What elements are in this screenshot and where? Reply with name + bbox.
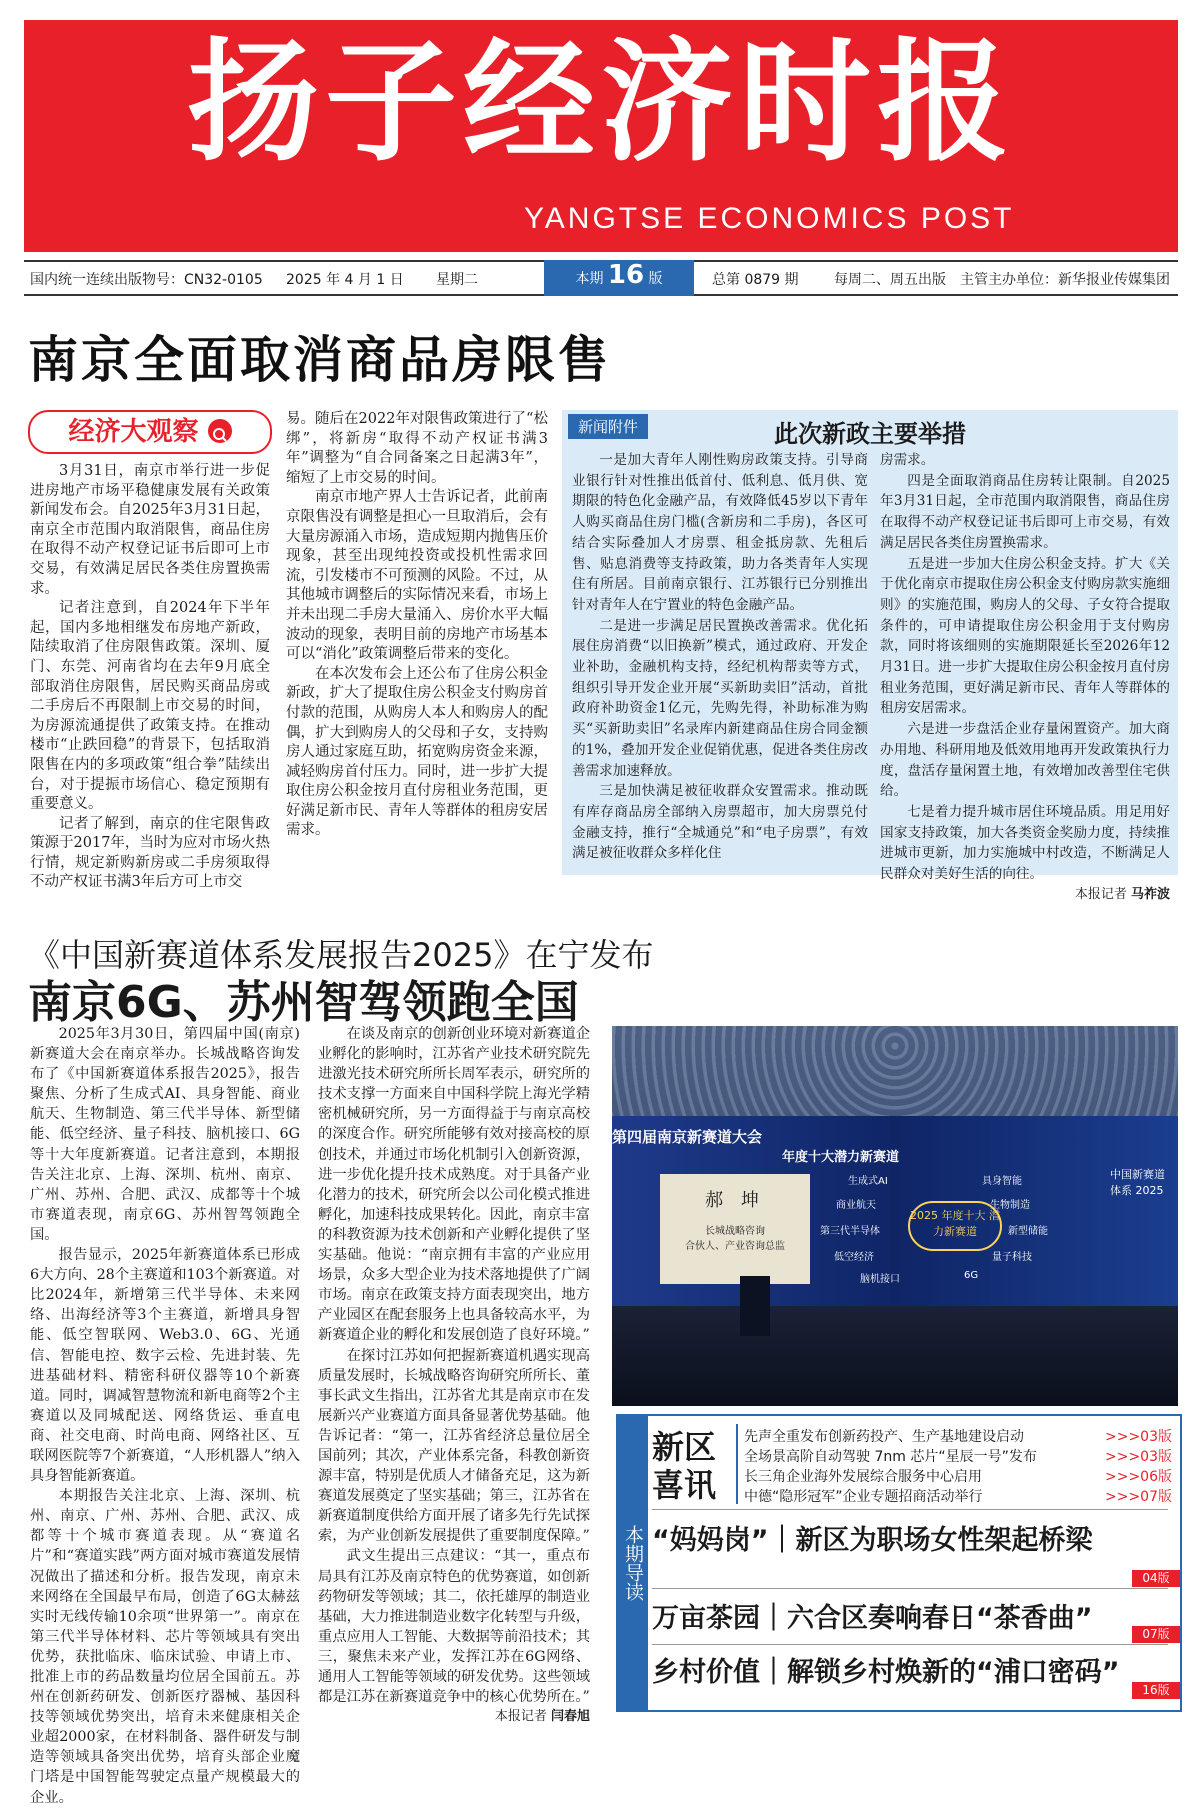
track-label: 量子科技 [992, 1252, 1032, 1263]
headline-main: 南京全面取消商品房限售 [28, 331, 611, 389]
byline: 本报记者 马祚波 [1074, 886, 1170, 902]
paragraph: 三是加快满足被征收群众安置需求。推动既有库存商品房全部纳入房票超市，加大房票兑付金融支持，推行“全城通兑”和“电子房票”，有效满足被征收群众多样化住 [572, 783, 868, 862]
paragraph: 一是加大青年人刚性购房政策支持。引导商业银行针对性推出低首付、低利息、低月供、宽期限的特色化金融产品，有效降低45岁以下青年人购买商品住房门槛(含新房和二手房)，各区可结合实际叠加人才房票、租金抵房款、先租后售、贴息消费等支持政策，助力各类青年人实现住有所居。目前南京银行、江苏银行已分别推出针对青年人在宁置业的特色金融产品。 [572, 452, 868, 613]
track-label: 新型储能 [1008, 1226, 1048, 1237]
edition-count: 16 [607, 260, 645, 290]
divider [652, 1509, 1168, 1510]
track-label: 低空经济 [834, 1252, 874, 1263]
track-label: 生物制造 [990, 1200, 1030, 1211]
guide-news-item[interactable]: 长三角企业海外发展综合服务中心启用 [744, 1469, 982, 1485]
news-attachment-tag: 新闻附件 [568, 414, 648, 439]
ceiling-lights [612, 1026, 1178, 1126]
paragraph: 在本次发布会上还公布了住房公积金新政，扩大了提取住房公积金支付购房首付款的范围，从购房人本人和购房人的配偶，扩大到购房人的父母和子女，支持购房人通过家庭互助，拓宽购房资金来源，减轻购房首付压力。同时，进一步扩大提取住房公积金按月直付房租业务范围，更好满足新市民、青年人等群体的租房安居需求。 [286, 665, 548, 839]
guide-news-page: >>>03版 [1104, 1449, 1172, 1465]
newspaper-title: 扬子经济时报 [187, 26, 1015, 180]
screen-title: 年度十大潜力新赛道 [782, 1150, 900, 1165]
divider [652, 1644, 1168, 1645]
speaker-card: 郝 坤 长城战略咨询 合伙人、产业咨询总监 [660, 1174, 810, 1284]
guide-news-page: >>>03版 [1104, 1429, 1172, 1445]
newspaper-title-en: YANGTSE ECONOMICS POST [524, 202, 1015, 235]
guide-news-item[interactable]: 先声全重发布创新药投产、生产基地建设启动 [744, 1429, 1024, 1445]
audience [612, 1306, 1178, 1406]
policy-sidebar [562, 410, 1178, 902]
search-icon [208, 419, 232, 443]
guide-news-item[interactable]: 全场景高阶自动驾驶 7nm 芯片“星辰一号”发布 [744, 1449, 1037, 1465]
edition-badge: 本期 16 版 [544, 260, 694, 296]
paragraph: 六是进一步盘活企业存量闲置资产。加大商办用地、科研用地及低效用地再开发政策执行力度，盘活存量闲置土地，有效增加改善型住宅供给。 [880, 721, 1170, 800]
right-screen: 中国新赛道体系 2025 [1110, 1168, 1165, 1197]
publish-schedule: 每周二、周五出版 [834, 272, 946, 288]
masthead [24, 20, 1178, 252]
speaker-name: 郝 坤 [705, 1190, 765, 1211]
divider [652, 1588, 1168, 1589]
guide-highlight[interactable]: 乡村价值｜解锁乡村焕新的“浦口密码” [652, 1657, 1120, 1688]
paragraph: 七是着力提升城市居住环境品质。用足用好国家支持政策，加大各类资金奖励力度，持续推进城市更新，加力实施城中村改造，不断满足人民群众对美好生活的向往。 [880, 803, 1170, 883]
paragraph: 五是进一步加大住房公积金支持。扩大《关于优化南京市提取住房公积金支付购房款实施细则》的实施范围，购房人的父母、子女符合提取条件的，可申请提取住房公积金用于支付购房款，同时将该细则的实施期限延长至2026年12月31日。进一步扩大提取住房公积金按月直付房租业务范围，更好满足新市民、青年人等群体的租房安居需求。 [880, 555, 1170, 717]
guide-page-tag: 16版 [1132, 1682, 1180, 1699]
paragraph: 在探讨江苏如何把握新赛道机遇实现高质量发展时，长城战略咨询研究所所长、董事长武文生指出，江苏省尤其是南京市在发展新兴产业赛道方面具备显著优势基础。他告诉记者：“第一，江苏省经济总量位居全国前列；其次，产业体系完备，科教创新资源丰富，特别是优质人才储备充足，这为新赛道发展奠定了坚实基础；第三，江苏省在新赛道制度供给方面开展了诸多先行先试探索，为产业创新发展提供了重要制度保障。” [318, 1347, 590, 1545]
track-label: 具身智能 [982, 1176, 1022, 1187]
paragraph: 2025年3月30日，第四届中国(南京)新赛道大会在南京举办。长城战略咨询发布了《中国新赛道体系报告2025》，报告聚焦、分析了生成式AI、具身智能、商业航天、生物制造、第三代半导体、新型储能、低空经济、量子科技、脑机接口、6G等十大年度新赛道。记者注意到，本期报告关注北京、上海、深圳、杭州、南京、广州、苏州、合肥、武汉、成都等十个城市赛道表现，南京6G、苏州智驾领跑全国。 [30, 1026, 300, 1243]
paragraph: 在谈及南京的创新创业环境对新赛道企业孵化的影响时，江苏省产业技术研究院先进激光技术研究所所长周军表示，研究所的技术支撑一方面来自中国科学院上海光学精密机械研究所，另一方面得益于与南京高校的深度合作。研究所能够有效对接高校的原创技术，并通过市场化机制引入创新资源，进一步优化提升技术成熟度。对于具备产业化潜力的技术，研究所会以公司化模式推进孵化，加速科技成果转化。因此，南京丰富的科教资源为技术创新和产业孵化提供了坚实基础。他说：“南京拥有丰富的产业应用场景，众多大型企业为技术落地提供了广阔市场。南京在政策支持方面表现突出，地方产业园区在配套服务上也具备较高水平，为新赛道企业的孵化和发展创造了良好环境。” [318, 1026, 590, 1344]
column-badge: 经济大观察 [28, 410, 272, 454]
paragraph: 记者了解到，南京的住宅限售政策源于2017年，当时为应对市场火热行情，规定新购新房或二手房须取得不动产权证书满3年后方可上市交 [30, 815, 270, 891]
guide-highlight[interactable]: 万亩茶园｜六合区奏响春日“茶香曲” [652, 1603, 1093, 1634]
article2-column1 [30, 1024, 300, 1808]
paragraph: 报告显示，2025年新赛道体系已形成6大方向、28个主赛道和103个新赛道。对比2024年，新增第三代半导体、未来网络、出海经济等3个主赛道，新增具身智能、低空智联网、Web3.0、6G、光通信、智能电控、数字云检、先进封装、先进基础材料、精密科研仪器等10个新赛道。同时，调减智慧物流和新电商等2个主赛道以及同城配送、网络货运、垂直电商、社交电商、时尚电商、网络社区、互联网医院等7个新赛道，“人形机器人”纳入具身智能新赛道。 [30, 1247, 300, 1485]
track-label: 6G [964, 1270, 979, 1281]
paragraph: 房需求。 [880, 452, 935, 468]
sidebar-title: 此次新政主要举措 [774, 420, 966, 448]
paragraph: 南京市地产界人士告诉记者，此前南京限售没有调整是担心一旦取消后，会有大量房源涌入市场，造成短期内抛售压价现象，甚至出现纯投资或投机性需求回流，引发楼市不可预测的风险。不过，从其他城市调整后的实际情况来看，市场上并未出现二手房大量涌入、房价水平大幅波动的现象，表明目前的房地产市场基本可以“消化”政策调整后带来的变化。 [286, 489, 548, 663]
sidebar-column1 [572, 450, 868, 864]
publisher: 主管主办单位：新华报业传媒集团 [960, 272, 1170, 288]
paragraph: 易。随后在2022年对限售政策进行了“松绑”，将新房“取得不动产权证书满3年”调整为“自合同备案之日起满3年”，缩短了上市交易的时间。 [286, 411, 548, 486]
paragraph: 武文生提出三点建议：“其一，重点布局具有江苏及南京特色的优势赛道，如创新药物研发等领域；其二，依托雄厚的制造业基础，大力推进制造业数字化转型与升级，重点应用人工智能、大数据等前沿技术；其三，聚焦未来产业，发挥江苏在6G网络、通用人工智能等领域的研发优势。这些领域都是江苏在新赛道竞争中的核心优势所在。” [318, 1548, 590, 1706]
article1-column1 [30, 462, 270, 893]
track-label: 第三代半导体 [820, 1226, 880, 1237]
guide-news-page: >>>06版 [1104, 1469, 1172, 1485]
track-label: 生成式AI [848, 1176, 888, 1187]
issue-number: 总第 0879 期 [712, 272, 799, 288]
paragraph: 记者注意到，自2024年下半年起，国内多地相继发布房地产新政，陆续取消了住房限售政策。深圳、厦门、东莞、河南省均在去年9月底全部取消住房限售，居民购买商品房或二手房后不再限制上市交易的时间，为房源流通提供了政策支持。在推动楼市“止跌回稳”的背景下，包括取消限售在内的多项政策“组合拳”陆续出台，对于提振市场信心、稳定预期有重要意义。 [30, 600, 270, 813]
issue-date: 2025 年 4 月 1 日 [286, 272, 404, 288]
paragraph: 3月31日，南京市举行进一步促进房地产市场平稳健康发展有关政策新闻发布会。自2025年3月31日起，南京全市范围内取消限售，商品住房在取得不动产权登记证书后即可上市交易，有效满足居民各类住房置换需求。 [30, 463, 270, 597]
track-label: 脑机接口 [860, 1274, 900, 1285]
article2-column2 [318, 1024, 590, 1727]
center-hub: 2025 年度十大 潜力新赛道 [908, 1201, 1002, 1251]
article1-column2 [286, 410, 548, 841]
guide-news-page: >>>07版 [1104, 1489, 1172, 1505]
weekday: 星期二 [436, 272, 478, 288]
podium [740, 1276, 770, 1336]
guide-news-item[interactable]: 中德“隐形冠军”企业专题招商活动举行 [744, 1489, 983, 1505]
byline: 本报记者 闫春旭 [494, 1709, 590, 1725]
guide-box-title: 新区喜讯 [652, 1428, 717, 1504]
subheadline: 《中国新赛道体系发展报告2025》在宁发布 [28, 936, 654, 974]
paragraph: 二是进一步满足居民置换改善需求。优化拓展住房消费“以旧换新”模式，通过政府、开发企业补助，金融机构支持，经纪机构帮卖等方式，组织引导开发企业开展“买新助卖旧”活动，首批政府补助资金1亿元，先购先得，补助标准为购买“买新助卖旧”名录库内新建商品住房合同金额的1%，叠加开发企业促销优惠，促进各类住房改善需求加速释放。 [572, 617, 868, 779]
guide-highlight[interactable]: “妈妈岗”｜新区为职场女性架起桥梁 [652, 1525, 1093, 1556]
banner-left: 第四届南京新赛道大会 [612, 1128, 763, 1146]
headline-secondary: 南京6G、苏州智驾领跑全国 [28, 977, 579, 1028]
conference-photo [612, 1026, 1178, 1406]
guide-page-tag: 04版 [1132, 1570, 1180, 1587]
paragraph: 本期报告关注北京、上海、深圳、杭州、南京、广州、苏州、合肥、武汉、成都等十个城市赛道表现。从“赛道名片”和“赛道实践”两方面对城市赛道发展情况做出了描述和分析。报告发现，南京未来网络在全国最早布局，创造了6G太赫兹实时无线传输10余项“世界第一”。南京在第三代半导体材料、芯片等领域具有突出优势，获批临床、临床试验、申请上市、批准上市的药品数量均位居全国前五。苏州在创新药研发、创新医疗器械、基因科技等领域优势突出，培育未来健康相关企业超2000家，在材料制备、器件研发与制造等领域具备突出优势，培育头部企业魔门塔是中国智能驾驶定点量产规模最大的企业。 [30, 1488, 300, 1806]
guide-side-label: 本期导读 [618, 1416, 648, 1710]
cn-number: 国内统一连续出版物号：CN32-0105 [30, 272, 263, 288]
sidebar-column2 [880, 450, 1170, 905]
paragraph: 四是全面取消商品住房转让限制。自2025年3月31日起，全市范围内取消限售，商品住房在取得不动产权登记证书后即可上市交易，有效满足居民各类住房置换需求。 [880, 472, 1170, 551]
track-label: 商业航天 [836, 1200, 876, 1211]
divider [736, 1424, 738, 1504]
guide-page-tag: 07版 [1132, 1626, 1180, 1643]
info-bar [24, 260, 1178, 296]
